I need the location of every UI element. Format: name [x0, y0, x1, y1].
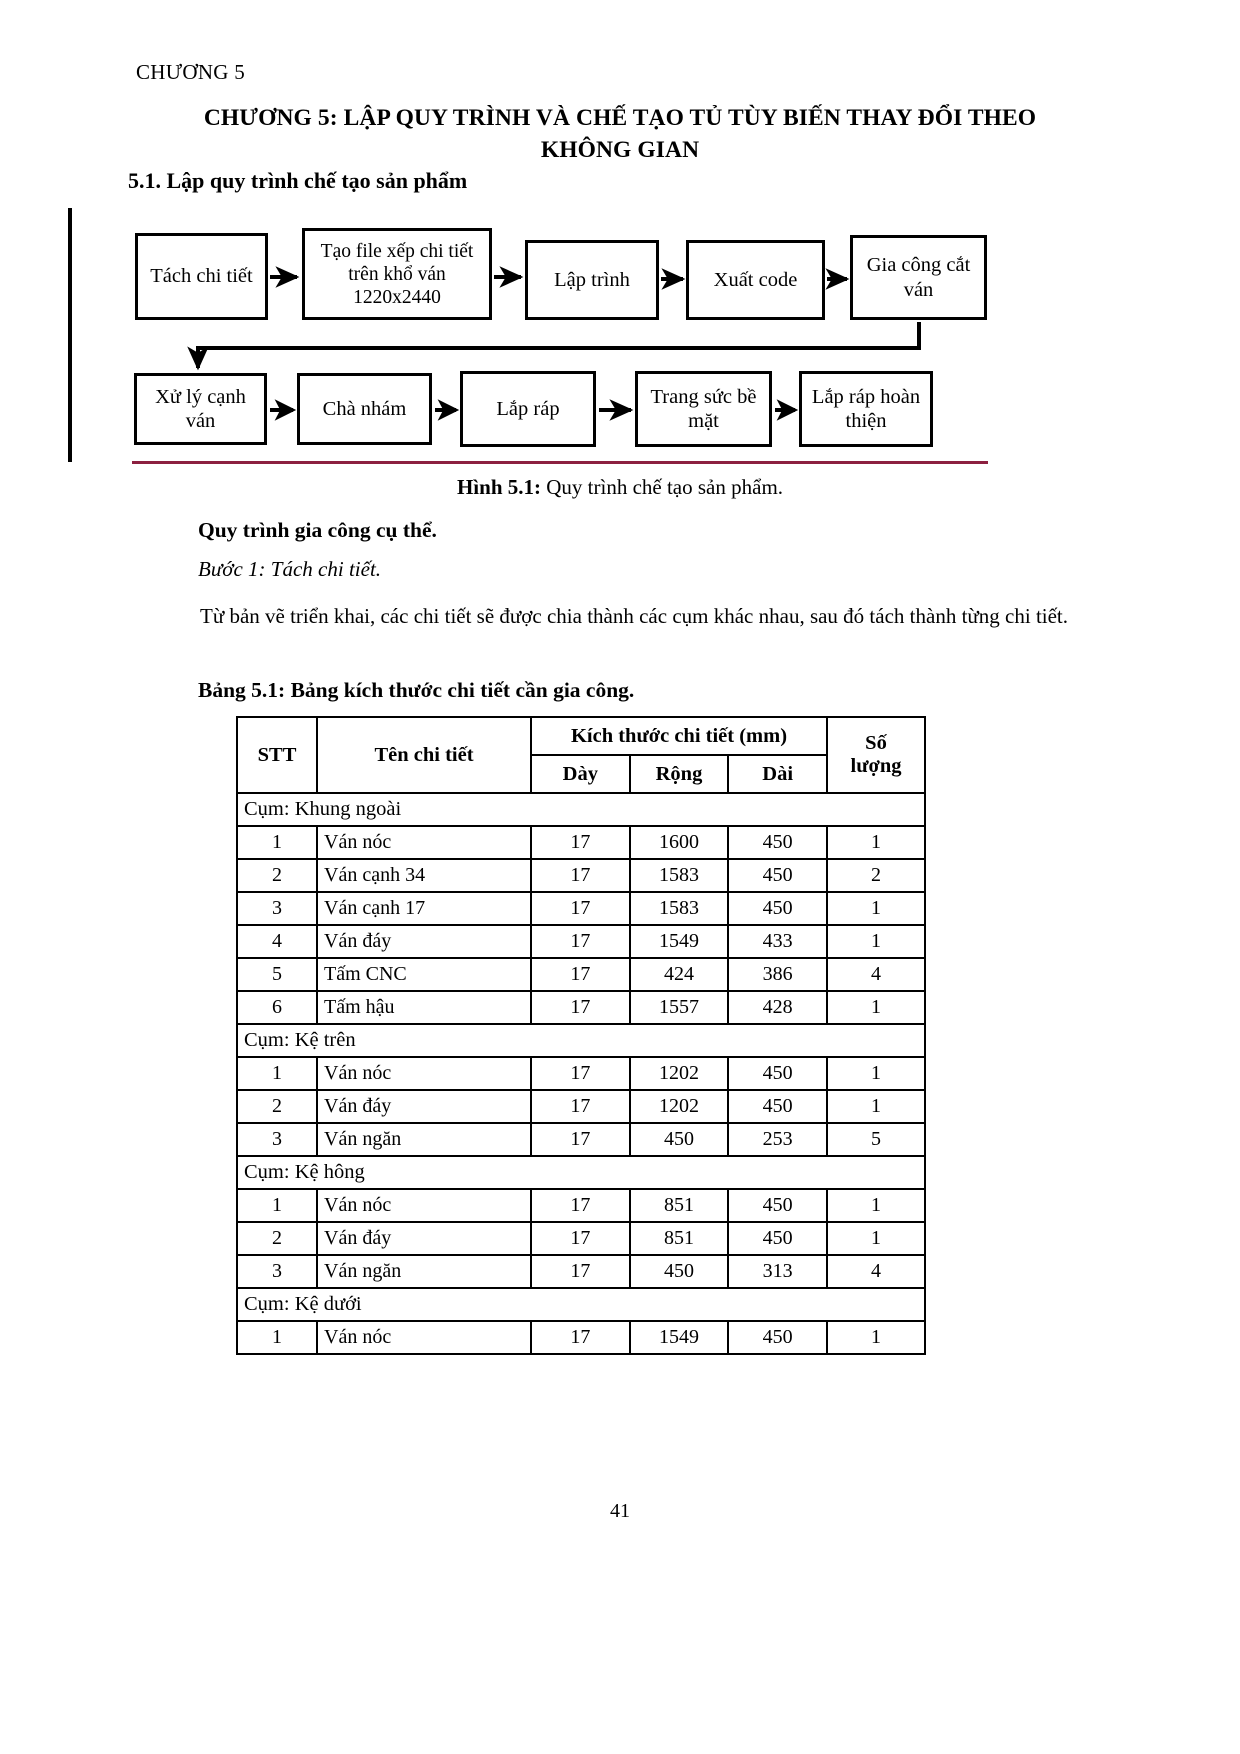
- table-row: [237, 991, 925, 1024]
- cell-quantity: 1: [827, 826, 925, 859]
- table-group-row: [237, 1288, 925, 1321]
- cell-thickness: 17: [531, 1222, 630, 1255]
- cell-width: 1549: [630, 1321, 729, 1354]
- cell-thickness: 17: [531, 991, 630, 1024]
- table-row: [237, 859, 925, 892]
- table-header-row-1: [237, 717, 925, 755]
- cell-quantity: 1: [827, 1189, 925, 1222]
- cell-width: 851: [630, 1189, 729, 1222]
- table-row: [237, 925, 925, 958]
- figure-caption-label: Hình 5.1:: [456, 475, 541, 499]
- cell-thickness: 17: [531, 1321, 630, 1354]
- cell-stt: 4: [237, 925, 317, 958]
- table-group-label: Cụm: Kệ dưới: [237, 1288, 925, 1321]
- th-quantity: [827, 717, 925, 793]
- cell-length: 450: [728, 826, 827, 859]
- cell-name: Ván đáy: [317, 925, 531, 958]
- section-heading-5-1: 5.1. Lập quy trình chế tạo sản phẩm: [128, 168, 468, 193]
- cell-length: 450: [728, 1321, 827, 1354]
- flow-box-label: Tạo file xếp chi tiết trên khổ ván 1220x2440: [320, 240, 474, 308]
- table-row: [237, 1255, 925, 1288]
- table-body: [237, 793, 925, 1354]
- flow-box-label: Xuất code: [713, 268, 798, 291]
- table-group-row: [237, 1156, 925, 1189]
- th-dimensions: Kích thước chi tiết (mm): [531, 717, 827, 755]
- flow-box-lap-trinh: [525, 240, 659, 320]
- cell-thickness: 17: [531, 1189, 630, 1222]
- cell-stt: 1: [237, 1189, 317, 1222]
- cell-length: 428: [728, 991, 827, 1024]
- cell-name: Tấm CNC: [317, 958, 531, 991]
- th-name: Tên chi tiết: [317, 717, 531, 793]
- cell-length: 253: [728, 1123, 827, 1156]
- cell-stt: 2: [237, 1090, 317, 1123]
- cell-quantity: 1: [827, 1057, 925, 1090]
- th-width: Rộng: [630, 755, 729, 793]
- figure-caption-text: Quy trình chế tạo sản phẩm.: [541, 475, 784, 499]
- cell-name: Ván ngăn: [317, 1255, 531, 1288]
- flow-box-xu-ly-canh-van: [134, 373, 267, 445]
- cell-stt: 5: [237, 958, 317, 991]
- cell-quantity: 1: [827, 1321, 925, 1354]
- table-row: [237, 892, 925, 925]
- cell-quantity: 4: [827, 1255, 925, 1288]
- cell-name: Ván nóc: [317, 1321, 531, 1354]
- cell-length: 450: [728, 892, 827, 925]
- cell-length: 313: [728, 1255, 827, 1288]
- cell-name: Ván nóc: [317, 826, 531, 859]
- cell-width: 1549: [630, 925, 729, 958]
- table-row: [237, 1123, 925, 1156]
- cell-stt: 3: [237, 892, 317, 925]
- cell-length: 386: [728, 958, 827, 991]
- table-head: [237, 717, 925, 793]
- running-head: CHƯƠNG 5: [136, 60, 246, 84]
- flow-box-tach-chi-tiet: [135, 233, 268, 320]
- cell-name: Ván nóc: [317, 1189, 531, 1222]
- flow-box-label: Chà nhám: [322, 397, 407, 420]
- cell-stt: 1: [237, 1321, 317, 1354]
- cell-name: Ván nóc: [317, 1057, 531, 1090]
- table-group-label: Cụm: Kệ hông: [237, 1156, 925, 1189]
- cell-stt: 3: [237, 1255, 317, 1288]
- cell-length: 433: [728, 925, 827, 958]
- flow-box-label: Lắp ráp hoàn thiện: [811, 385, 921, 432]
- parts-table: [236, 716, 926, 1355]
- flow-box-gia-cong-cat-van: [850, 235, 987, 320]
- figure-divider-rule: [132, 461, 988, 464]
- cell-stt: 3: [237, 1123, 317, 1156]
- cell-thickness: 17: [531, 1123, 630, 1156]
- cell-thickness: 17: [531, 958, 630, 991]
- flow-box-label: Trang sức bề mặt: [650, 385, 757, 432]
- cell-name: Ván ngăn: [317, 1123, 531, 1156]
- cell-width: 1202: [630, 1090, 729, 1123]
- table-row: [237, 1321, 925, 1354]
- cell-quantity: 1: [827, 925, 925, 958]
- th-length: Dài: [728, 755, 827, 793]
- flow-box-label: Lắp ráp: [496, 397, 560, 420]
- cell-name: Ván đáy: [317, 1222, 531, 1255]
- chapter-title-line-1: CHƯƠNG 5: LẬP QUY TRÌNH VÀ CHẾ TẠO TỦ TÙY BIẾN THAY ĐỔI THEO: [203, 105, 1037, 131]
- th-thickness: Dày: [531, 755, 630, 793]
- cell-width: 1600: [630, 826, 729, 859]
- cell-width: 1557: [630, 991, 729, 1024]
- cell-thickness: 17: [531, 826, 630, 859]
- table-row: [237, 1090, 925, 1123]
- parts-table-wrapper: [236, 716, 926, 1355]
- cell-name: Tấm hậu: [317, 991, 531, 1024]
- flow-box-cha-nham: [297, 373, 432, 445]
- page-number: 41: [610, 1500, 630, 1522]
- cell-thickness: 17: [531, 1255, 630, 1288]
- cell-length: 450: [728, 1057, 827, 1090]
- table-row: [237, 1189, 925, 1222]
- flow-box-label: Lập trình: [554, 268, 630, 291]
- cell-quantity: 4: [827, 958, 925, 991]
- cell-width: 450: [630, 1123, 729, 1156]
- table-group-label: Cụm: Khung ngoài: [237, 793, 925, 826]
- flow-box-lap-rap: [460, 371, 596, 447]
- flow-box-label: Tách chi tiết: [150, 265, 253, 288]
- table-group-label: Cụm: Kệ trên: [237, 1024, 925, 1057]
- table-row: [237, 1222, 925, 1255]
- cell-width: 851: [630, 1222, 729, 1255]
- cell-stt: 1: [237, 826, 317, 859]
- cell-quantity: 1: [827, 1222, 925, 1255]
- cell-width: 1202: [630, 1057, 729, 1090]
- cell-stt: 2: [237, 859, 317, 892]
- step-label-buoc-1: Bước 1: Tách chi tiết.: [198, 557, 382, 581]
- table-caption: Bảng 5.1: Bảng kích thước chi tiết cần gia công.: [198, 678, 635, 702]
- body-paragraph: Từ bản vẽ triển khai, các chi tiết sẽ được chia thành các cụm khác nhau, sau đó tách thành từng chi tiết.: [200, 604, 1069, 628]
- change-bar: [68, 208, 72, 462]
- flow-box-lap-rap-hoan-thien: [799, 371, 933, 447]
- cell-quantity: 1: [827, 991, 925, 1024]
- cell-name: Ván cạnh 17: [317, 892, 531, 925]
- cell-width: 424: [630, 958, 729, 991]
- flow-box-label: Xử lý cạnh ván: [155, 385, 246, 432]
- flow-box-trang-suc-be-mat: [635, 371, 772, 447]
- table-row: [237, 826, 925, 859]
- chapter-title-line-2: KHÔNG GIAN: [540, 136, 700, 163]
- th-quantity-line-2: lượng: [850, 755, 902, 777]
- cell-width: 1583: [630, 859, 729, 892]
- cell-quantity: 5: [827, 1123, 925, 1156]
- cell-stt: 2: [237, 1222, 317, 1255]
- table-group-row: [237, 1024, 925, 1057]
- cell-thickness: 17: [531, 925, 630, 958]
- arrow-wrap-around: [198, 322, 919, 368]
- cell-length: 450: [728, 859, 827, 892]
- table-row: [237, 958, 925, 991]
- th-quantity-line-1: Số: [865, 732, 887, 754]
- cell-thickness: 17: [531, 1057, 630, 1090]
- flow-box-label: Gia công cắt ván: [866, 254, 971, 301]
- table-group-row: [237, 793, 925, 826]
- subheading-quy-trinh-gia-cong: Quy trình gia công cụ thể.: [198, 518, 437, 542]
- flow-box-tao-file-xep-chi-tiet: [302, 228, 492, 320]
- cell-name: Ván đáy: [317, 1090, 531, 1123]
- cell-stt: 1: [237, 1057, 317, 1090]
- cell-quantity: 1: [827, 892, 925, 925]
- th-stt: STT: [237, 717, 317, 793]
- cell-quantity: 1: [827, 1090, 925, 1123]
- flow-box-xuat-code: [686, 240, 825, 320]
- cell-thickness: 17: [531, 1090, 630, 1123]
- cell-quantity: 2: [827, 859, 925, 892]
- cell-length: 450: [728, 1222, 827, 1255]
- cell-stt: 6: [237, 991, 317, 1024]
- cell-width: 450: [630, 1255, 729, 1288]
- cell-width: 1583: [630, 892, 729, 925]
- figure-caption: [128, 475, 1112, 500]
- cell-thickness: 17: [531, 892, 630, 925]
- cell-name: Ván cạnh 34: [317, 859, 531, 892]
- cell-length: 450: [728, 1090, 827, 1123]
- table-row: [237, 1057, 925, 1090]
- cell-length: 450: [728, 1189, 827, 1222]
- page-title: [128, 103, 1112, 166]
- cell-thickness: 17: [531, 859, 630, 892]
